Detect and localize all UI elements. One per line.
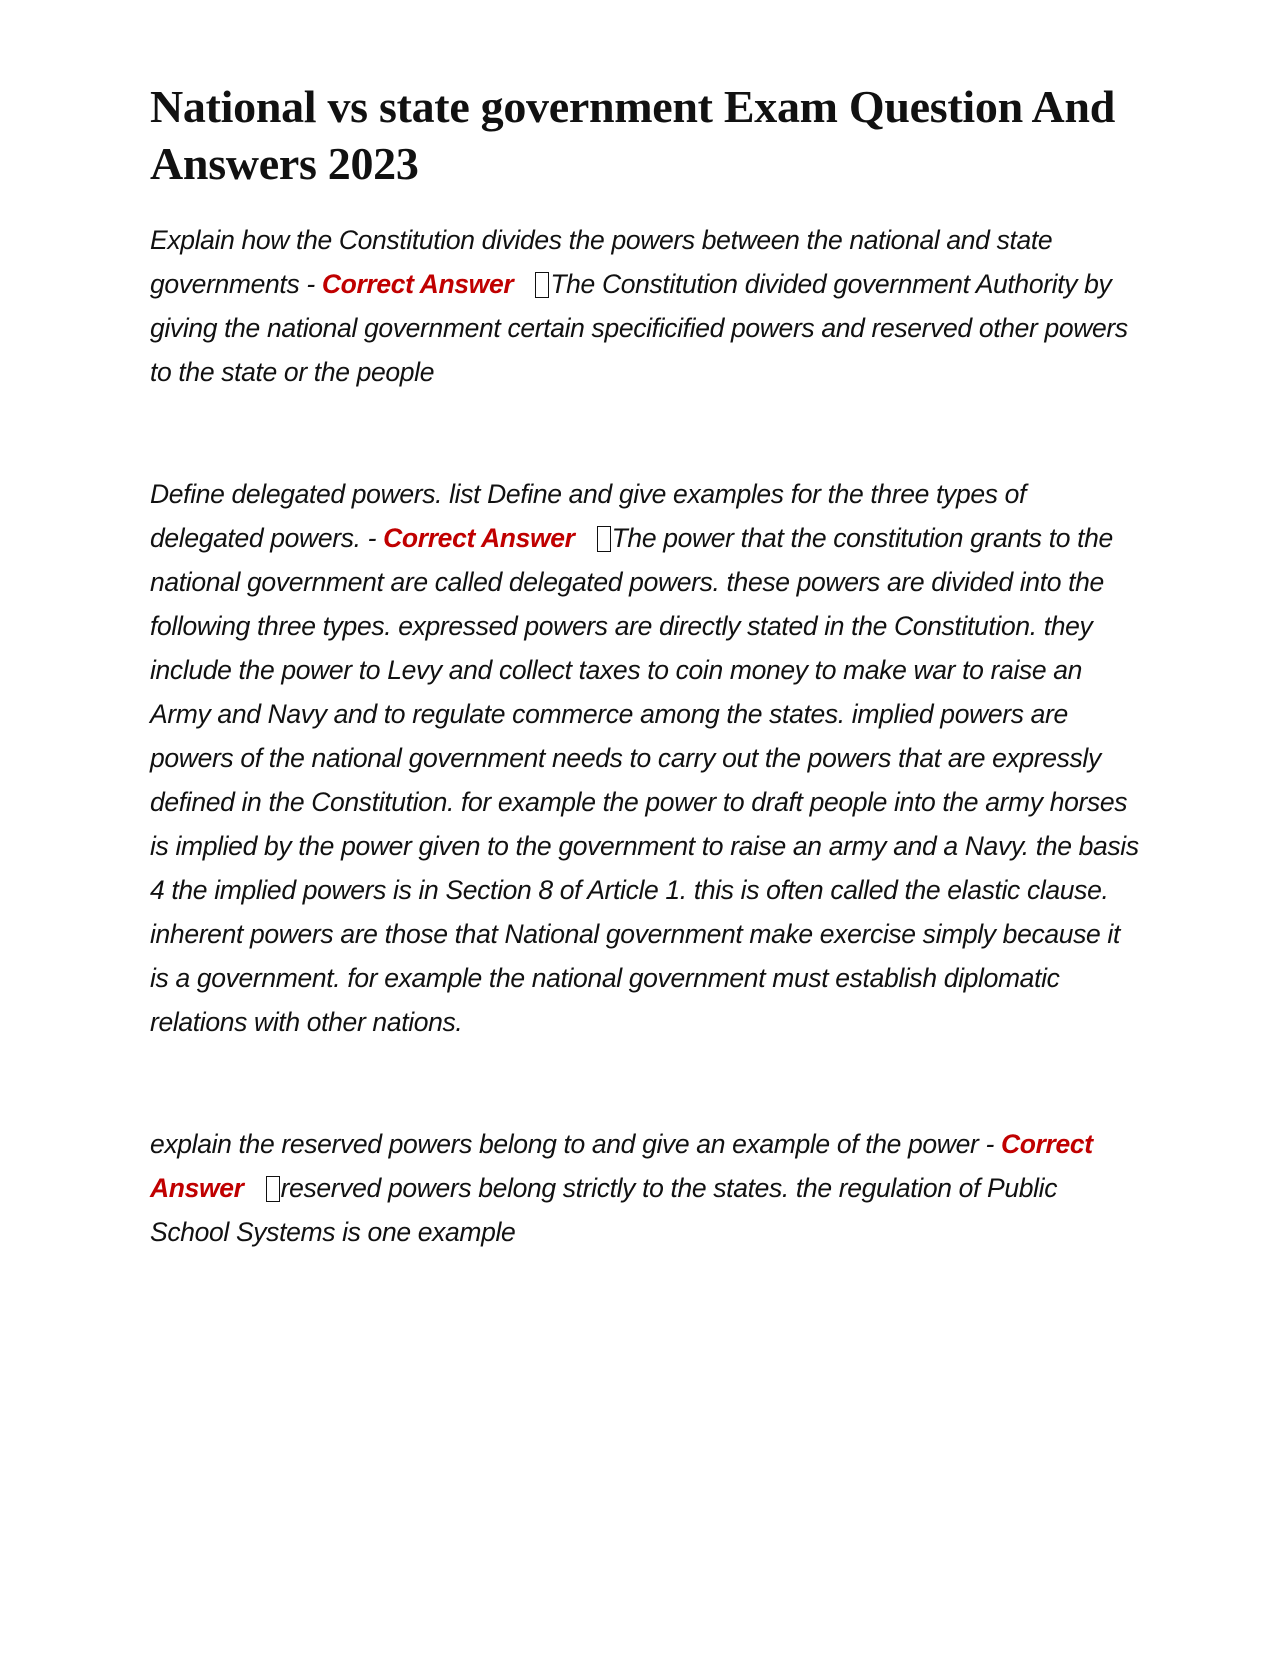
missing-glyph-icon bbox=[266, 1176, 280, 1202]
question-text: explain the reserved powers belong to and give an example of the power - bbox=[150, 1129, 1001, 1159]
answer-text: The power that the constitution grants to the national government are called delegated powers. these powers are divided into the following three types. expressed powers are directly stated in the Constitution. they include the power to Levy and collect taxes to coin money to make war to raise an Army and Navy and to regulate commerce among the states. implied powers are powers of the national government needs to carry out the powers that are expressly defined in the Constitution. for example the power to draft people into the army horses is implied by the power given to the government to raise an army and a Navy. the basis 4 the implied powers is in Section 8 of Article 1. this is often called the elastic clause. inherent powers are those that National government make exercise simply because it is a government. for example the national government must establish diplomatic relations with other nations. bbox=[150, 523, 1139, 1037]
qa-item bbox=[150, 1122, 1140, 1254]
answer-text: reserved powers belong strictly to the states. the regulation of Public School Systems is one example bbox=[150, 1173, 1058, 1247]
missing-glyph-icon bbox=[597, 526, 611, 552]
missing-glyph-icon bbox=[535, 272, 549, 298]
document-page bbox=[150, 78, 1140, 1254]
document-title: National vs state government Exam Question And Answers 2023 bbox=[150, 81, 1116, 189]
qa-item bbox=[150, 472, 1140, 1044]
correct-answer-label: Correct Answer bbox=[321, 269, 514, 299]
correct-answer-label: Correct Answer bbox=[383, 523, 575, 553]
qa-item bbox=[150, 218, 1140, 394]
question-text: Define delegated powers. list Define and give examples for the three types of delegated powers. - bbox=[150, 479, 1027, 553]
question-text: Explain how the Constitution divides the powers between the national and state governments - bbox=[150, 225, 1053, 299]
correct-answer-label: Correct Answer bbox=[150, 1129, 1093, 1203]
answer-text: The Constitution divided government Authority by giving the national government certain specificified powers and reserved other powers to the state or the people bbox=[150, 269, 1128, 387]
